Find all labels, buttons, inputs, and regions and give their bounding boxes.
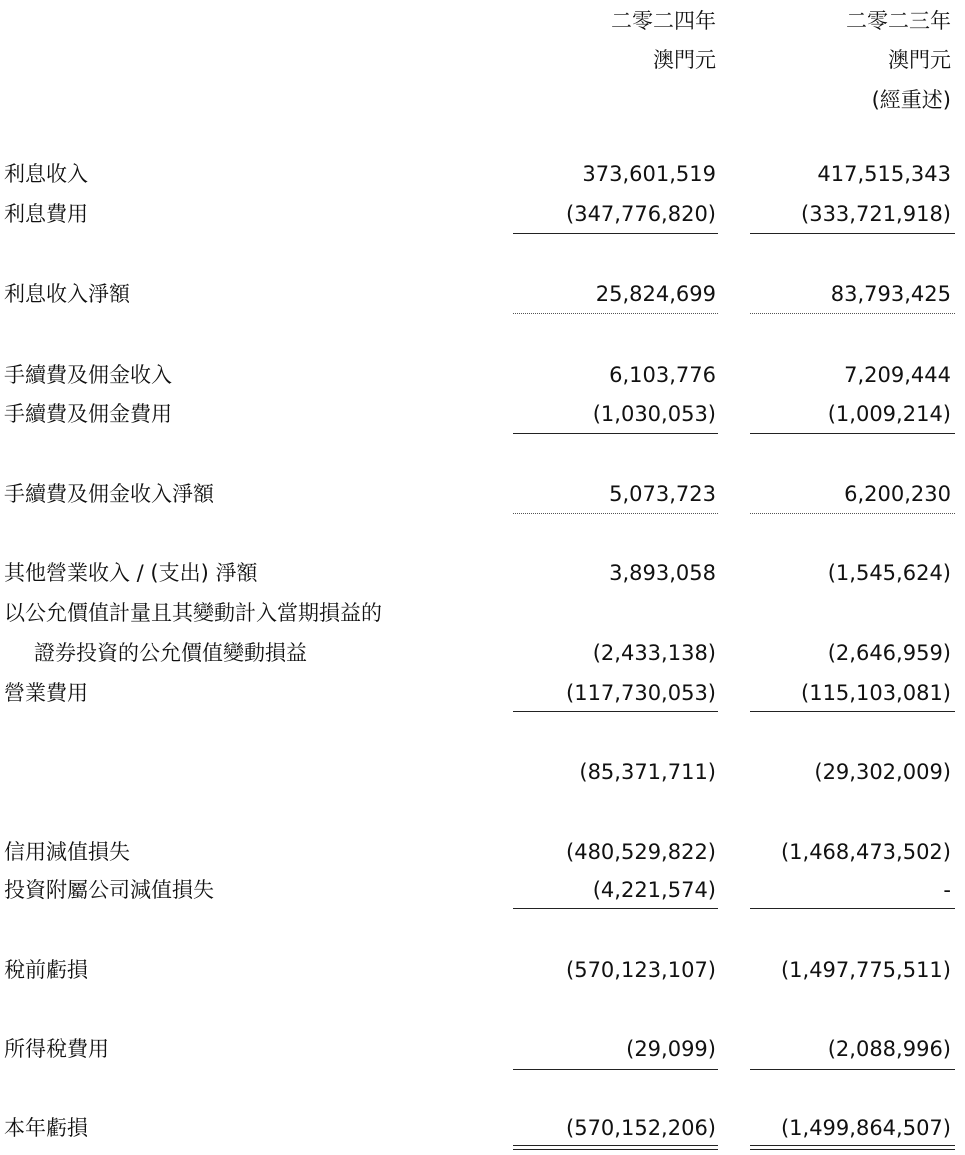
fvtpl-2023: (2,646,959): [827, 641, 951, 665]
double-rule: [750, 1145, 955, 1150]
fvtpl-label-line1: 以公允價值計量且其變動計入當期損益的: [4, 601, 382, 625]
credit-impairment-2024: (480,529,822): [566, 840, 716, 864]
subtotal-2024: (85,371,711): [579, 760, 716, 784]
fee-expense-2023: (1,009,214): [827, 402, 951, 426]
header-currency-2024: 澳門元: [653, 48, 716, 72]
subtotal-2023: (29,302,009): [814, 760, 951, 784]
operating-expenses-2024: (117,730,053): [566, 681, 716, 705]
fee-income-label: 手續費及佣金收入: [4, 363, 172, 387]
loss-before-tax-2023: (1,497,775,511): [780, 958, 951, 982]
net-interest-income-2023: 83,793,425: [830, 282, 951, 306]
rule: [513, 433, 718, 434]
other-operating-2023: (1,545,624): [827, 561, 951, 585]
credit-impairment-2023: (1,468,473,502): [780, 840, 951, 864]
interest-income-2024: 373,601,519: [582, 162, 716, 186]
interest-expense-2024: (347,776,820): [566, 202, 716, 226]
rule: [750, 1069, 955, 1070]
dotted-rule: [513, 313, 718, 314]
net-interest-income-2024: 25,824,699: [595, 282, 716, 306]
fvtpl-label-line2: 證券投資的公允價值變動損益: [34, 641, 307, 665]
operating-expenses-label: 營業費用: [4, 681, 88, 705]
rule: [750, 233, 955, 234]
dotted-rule: [750, 513, 955, 514]
rule: [513, 908, 718, 909]
rule: [750, 433, 955, 434]
income-tax-label: 所得稅費用: [4, 1037, 109, 1061]
fee-income-2024: 6,103,776: [609, 363, 716, 387]
loss-for-year-label: 本年虧損: [4, 1116, 88, 1140]
net-fee-income-label: 手續費及佣金收入淨額: [4, 482, 214, 506]
operating-expenses-2023: (115,103,081): [801, 681, 951, 705]
rule: [513, 711, 718, 712]
dotted-rule: [750, 313, 955, 314]
credit-impairment-label: 信用減值損失: [4, 840, 130, 864]
other-operating-2024: 3,893,058: [609, 561, 716, 585]
subsidiary-impairment-2024: (4,221,574): [592, 878, 716, 902]
loss-before-tax-label: 稅前虧損: [4, 958, 88, 982]
interest-expense-label: 利息費用: [4, 202, 88, 226]
loss-for-year-2023: (1,499,864,507): [780, 1116, 951, 1140]
interest-expense-2023: (333,721,918): [801, 202, 951, 226]
net-fee-income-2024: 5,073,723: [609, 482, 716, 506]
header-currency-2023: 澳門元: [888, 48, 951, 72]
header-year-2024: 二零二四年: [611, 9, 716, 33]
rule: [513, 1069, 718, 1070]
loss-for-year-2024: (570,152,206): [566, 1116, 716, 1140]
income-tax-2024: (29,099): [626, 1037, 716, 1061]
dotted-rule: [513, 513, 718, 514]
net-interest-income-label: 利息收入淨額: [4, 282, 130, 306]
fvtpl-2024: (2,433,138): [592, 641, 716, 665]
interest-income-2023: 417,515,343: [817, 162, 951, 186]
rule: [750, 908, 955, 909]
interest-income-label: 利息收入: [4, 162, 88, 186]
header-restated-note: (經重述): [871, 88, 951, 112]
subsidiary-impairment-2023: -: [943, 878, 951, 902]
double-rule: [513, 1145, 718, 1150]
subsidiary-impairment-label: 投資附屬公司減值損失: [4, 878, 214, 902]
fee-income-2023: 7,209,444: [844, 363, 951, 387]
rule: [513, 233, 718, 234]
other-operating-label: 其他營業收入 / (支出) 淨額: [4, 561, 258, 585]
header-year-2023: 二零二三年: [846, 9, 951, 33]
income-tax-2023: (2,088,996): [827, 1037, 951, 1061]
fee-expense-2024: (1,030,053): [592, 402, 716, 426]
loss-before-tax-2024: (570,123,107): [566, 958, 716, 982]
fee-expense-label: 手續費及佣金費用: [4, 402, 172, 426]
net-fee-income-2023: 6,200,230: [844, 482, 951, 506]
rule: [750, 711, 955, 712]
